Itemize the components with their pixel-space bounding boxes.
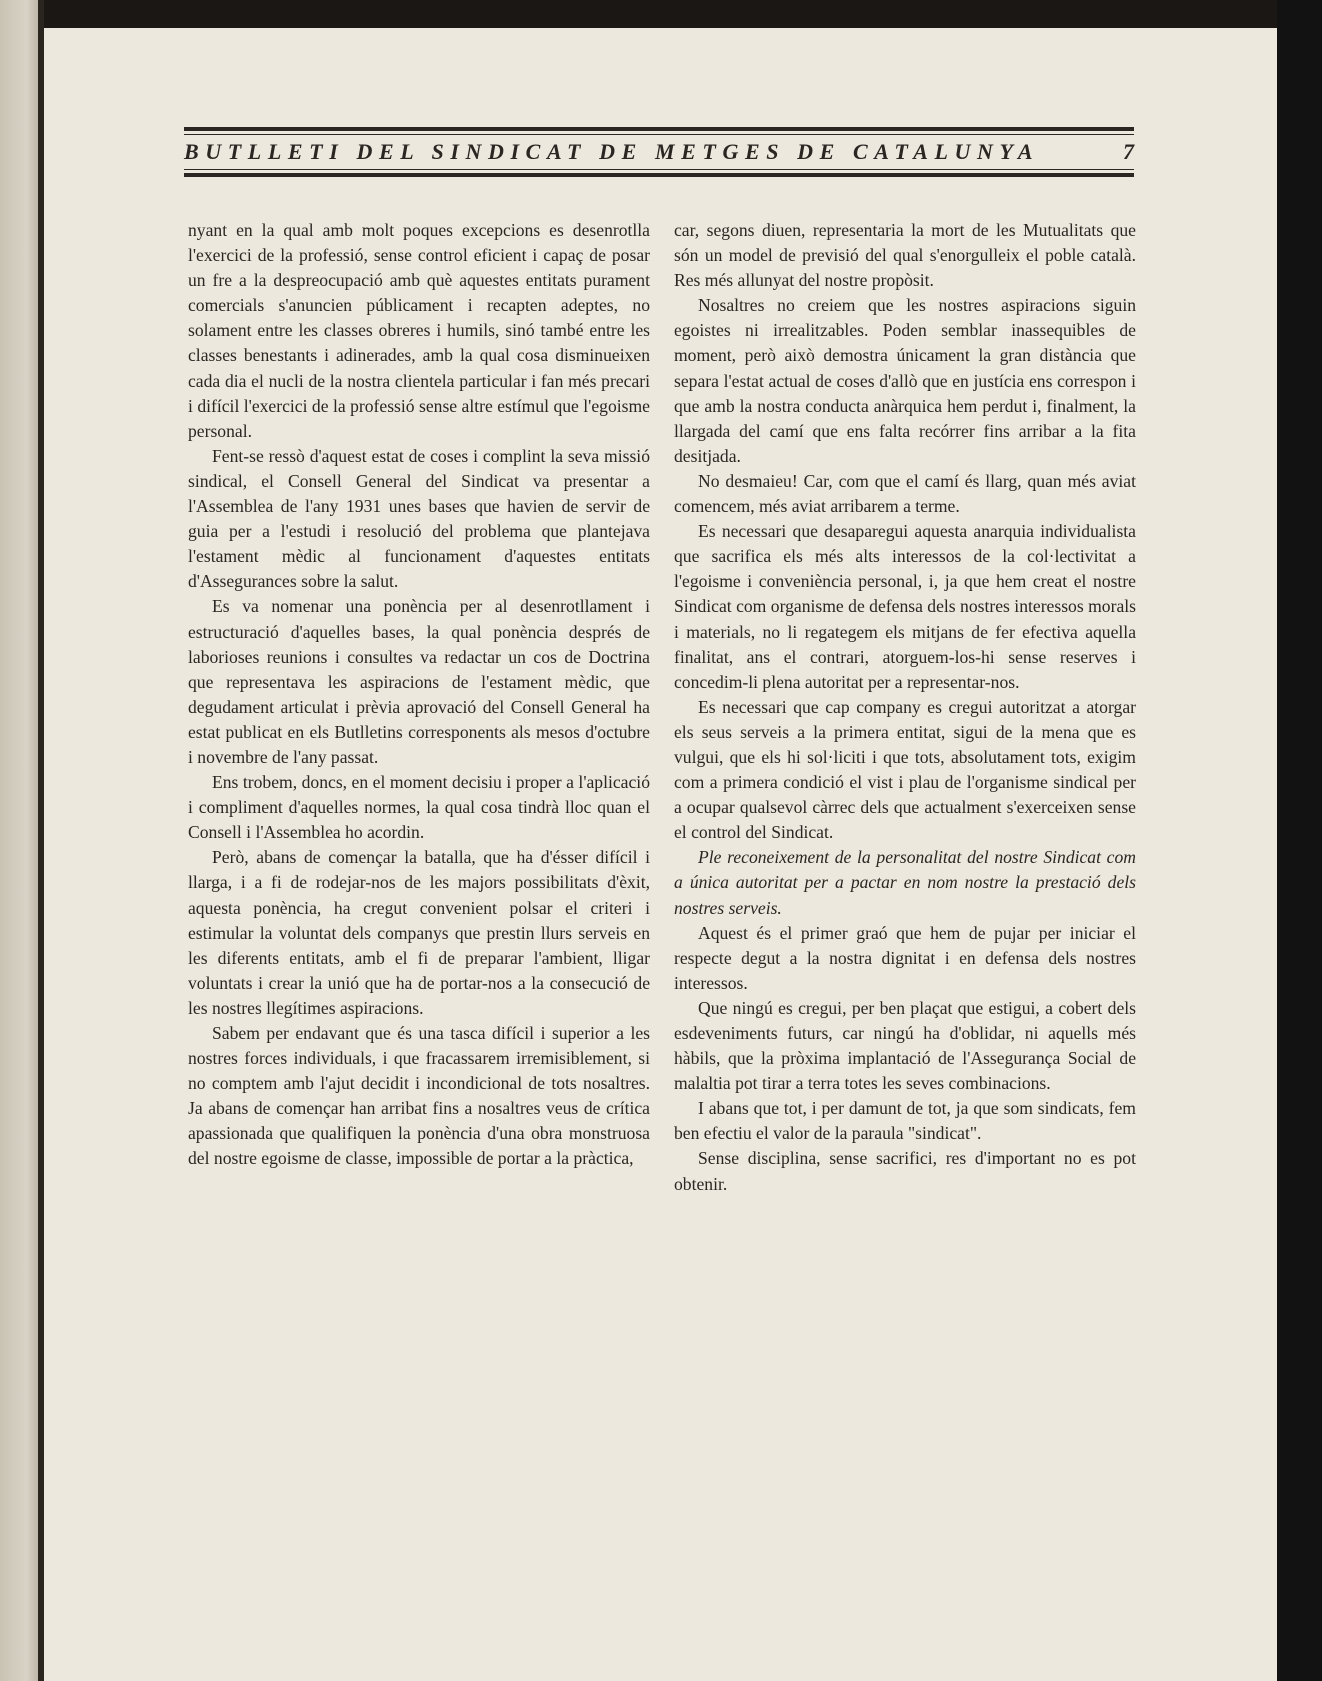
emphasis-paragraph: Ple reconeixement de la personalitat del nostre Sindicat com a única autoritat per a pactar en nom nostre la prestació dels nostres serveis. <box>674 847 1136 918</box>
paragraph: Es necessari que cap company es cregui autoritzat a atorgar els seus serveis a la primera entitat, sigui de la mena que es vulgui, que els hi sol·liciti i que tots, absolutament tots, exigim com a primera condició el vist i plau de l'organisme sindical per a ocupar qualsevol càrrec dels que actualment s'exerceixen sense el control del Sindicat. <box>674 696 1136 843</box>
paragraph: Es necessari que desaparegui aquesta anarquia individualista que sacrifica els més alts interessos de la col·lectivitat a l'egoisme i conveniència personal, i, ja que hem creat el nostre Sindicat com organisme de defensa dels nostres interessos morals i materials, no li regategem els mitjans de fer efectiva aquella finalitat, ans el contrari, atorguem-los-hi sense reserves i concedim-li plena autoritat per a representar-nos. <box>674 521 1136 692</box>
left-column <box>188 218 650 1172</box>
journal-title: BUTLLETI DEL SINDICAT DE METGES DE CATALUNYA <box>184 139 1040 164</box>
paragraph: Sabem per endavant que és una tasca difícil i superior a les nostres forces individuals, i que fracassarem irremisiblement, si no comptem amb l'ajut decidit i incondicional de tots nosaltres. Ja abans de començar han arribat fins a nosaltres veus de crítica apassionada que qualifiquen la ponència d'una obra monstruosa del nostre egoisme de classe, impossible de portar a la pràctica, <box>188 1023 650 1169</box>
paragraph: Es va nomenar una ponència per al desenrotllament i estructuració d'aquelles bases, la qual ponència després de laborioses reunions i consultes va redactar un cos de Doctrina que representava les aspiracions de l'estament mèdic, que degudament articulat i prèvia aprovació del Consell General ha estat publicat en els Butlletins corresponents als mesos d'octubre i novembre de l'any passat. <box>188 596 650 767</box>
paragraph: car, segons diuen, representaria la mort de les Mutualitats que són un model de previsió del qual s'enorgulleix el poble català. Res més allunyat del nostre propòsit. <box>674 220 1136 291</box>
facing-page-margin <box>0 0 38 1681</box>
paragraph: No desmaieu! Car, com que el camí és llarg, quan més aviat comencem, més aviat arribarem a terme. <box>674 470 1136 517</box>
right-column <box>674 218 1136 1197</box>
paragraph: nyant en la qual amb molt poques excepcions es desenrotlla l'exercici de la professió, sense control eficient i capaç de posar un fre a la despreocupació amb què aquestes entitats purament comercials s'anuncien públicament i recapten adeptes, no solament entre les classes obreres i humils, sinó també entre les classes benestants i adinerades, amb la qual cosa disminueixen cada dia el nucli de la nostra clientela particular i fan més precari i difícil l'exercici de la professió sense altre estímul que l'egoisme personal. <box>188 220 650 441</box>
paragraph: I abans que tot, i per damunt de tot, ja que som sindicats, fem ben efectiu el valor de la paraula "sindicat". <box>674 1098 1136 1144</box>
paragraph: Aquest és el primer graó que hem de pujar per iniciar el respecte degut a la nostra dignitat i en defensa dels nostres interessos. <box>674 922 1136 993</box>
paragraph: Fent-se ressò d'aquest estat de coses i complint la seva missió sindical, el Consell General del Sindicat va presentar a l'Assemblea de l'any 1931 unes bases que havien de servir de guia per a l'estudi i resolució del problema que plantejava l'estament mèdic al funcionament d'aquestes entitats d'Assegurances sobre la salut. <box>188 445 650 592</box>
header-rule-bottom-thin <box>184 169 1134 170</box>
header-rule-top-thin <box>184 134 1134 135</box>
paragraph: Ens trobem, doncs, en el moment decisiu i proper a l'aplicació i compliment d'aquelles normes, la qual cosa tindrà lloc quan el Consell i l'Assemblea ho acordin. <box>188 772 650 843</box>
running-header <box>184 127 1134 177</box>
paragraph: Nosaltres no creiem que les nostres aspiracions siguin egoistes ni irrealitzables. Poden semblar inassequibles de moment, però això demostra únicament la gran distància que separa l'estat actual de coses d'allò que en justícia ens correspon i que amb la nostra conducta anàrquica hem perdut i, finalment, la llargada del camí que ens falta recórrer fins arribar a la fita desitjada. <box>674 295 1136 466</box>
paragraph: Però, abans de començar la batalla, que ha d'ésser difícil i llarga, i a fi de rodejar-nos de les majors possibilitats d'èxit, aquesta ponència, ha cregut convenient polsar el criteri i estimular la voluntat dels companys que prestin llurs serveis en les diferents entitats, amb el fi de preparar l'ambient, lligar voluntats i crear la unió que ha de portar-nos a la consecució de les nostres llegítimes aspiracions. <box>188 847 650 1018</box>
header-rule-top <box>184 127 1134 131</box>
page-number: 7 <box>1123 139 1134 164</box>
header-rule-bottom <box>184 173 1134 177</box>
paragraph: Que ningú es cregui, per ben plaçat que estigui, a cobert dels esdeveniments futurs, car ningú ha d'oblidar, ni aquells més hàbils, que la pròxima implantació de l'Assegurança Social de malaltia pot tirar a terra totes les seves combinacions. <box>674 997 1136 1094</box>
paragraph: Sense disciplina, sense sacrifici, res d'important no es pot obtenir. <box>674 1148 1136 1194</box>
scan-top-edge <box>0 0 1322 28</box>
scan-right-edge <box>1277 0 1322 1681</box>
